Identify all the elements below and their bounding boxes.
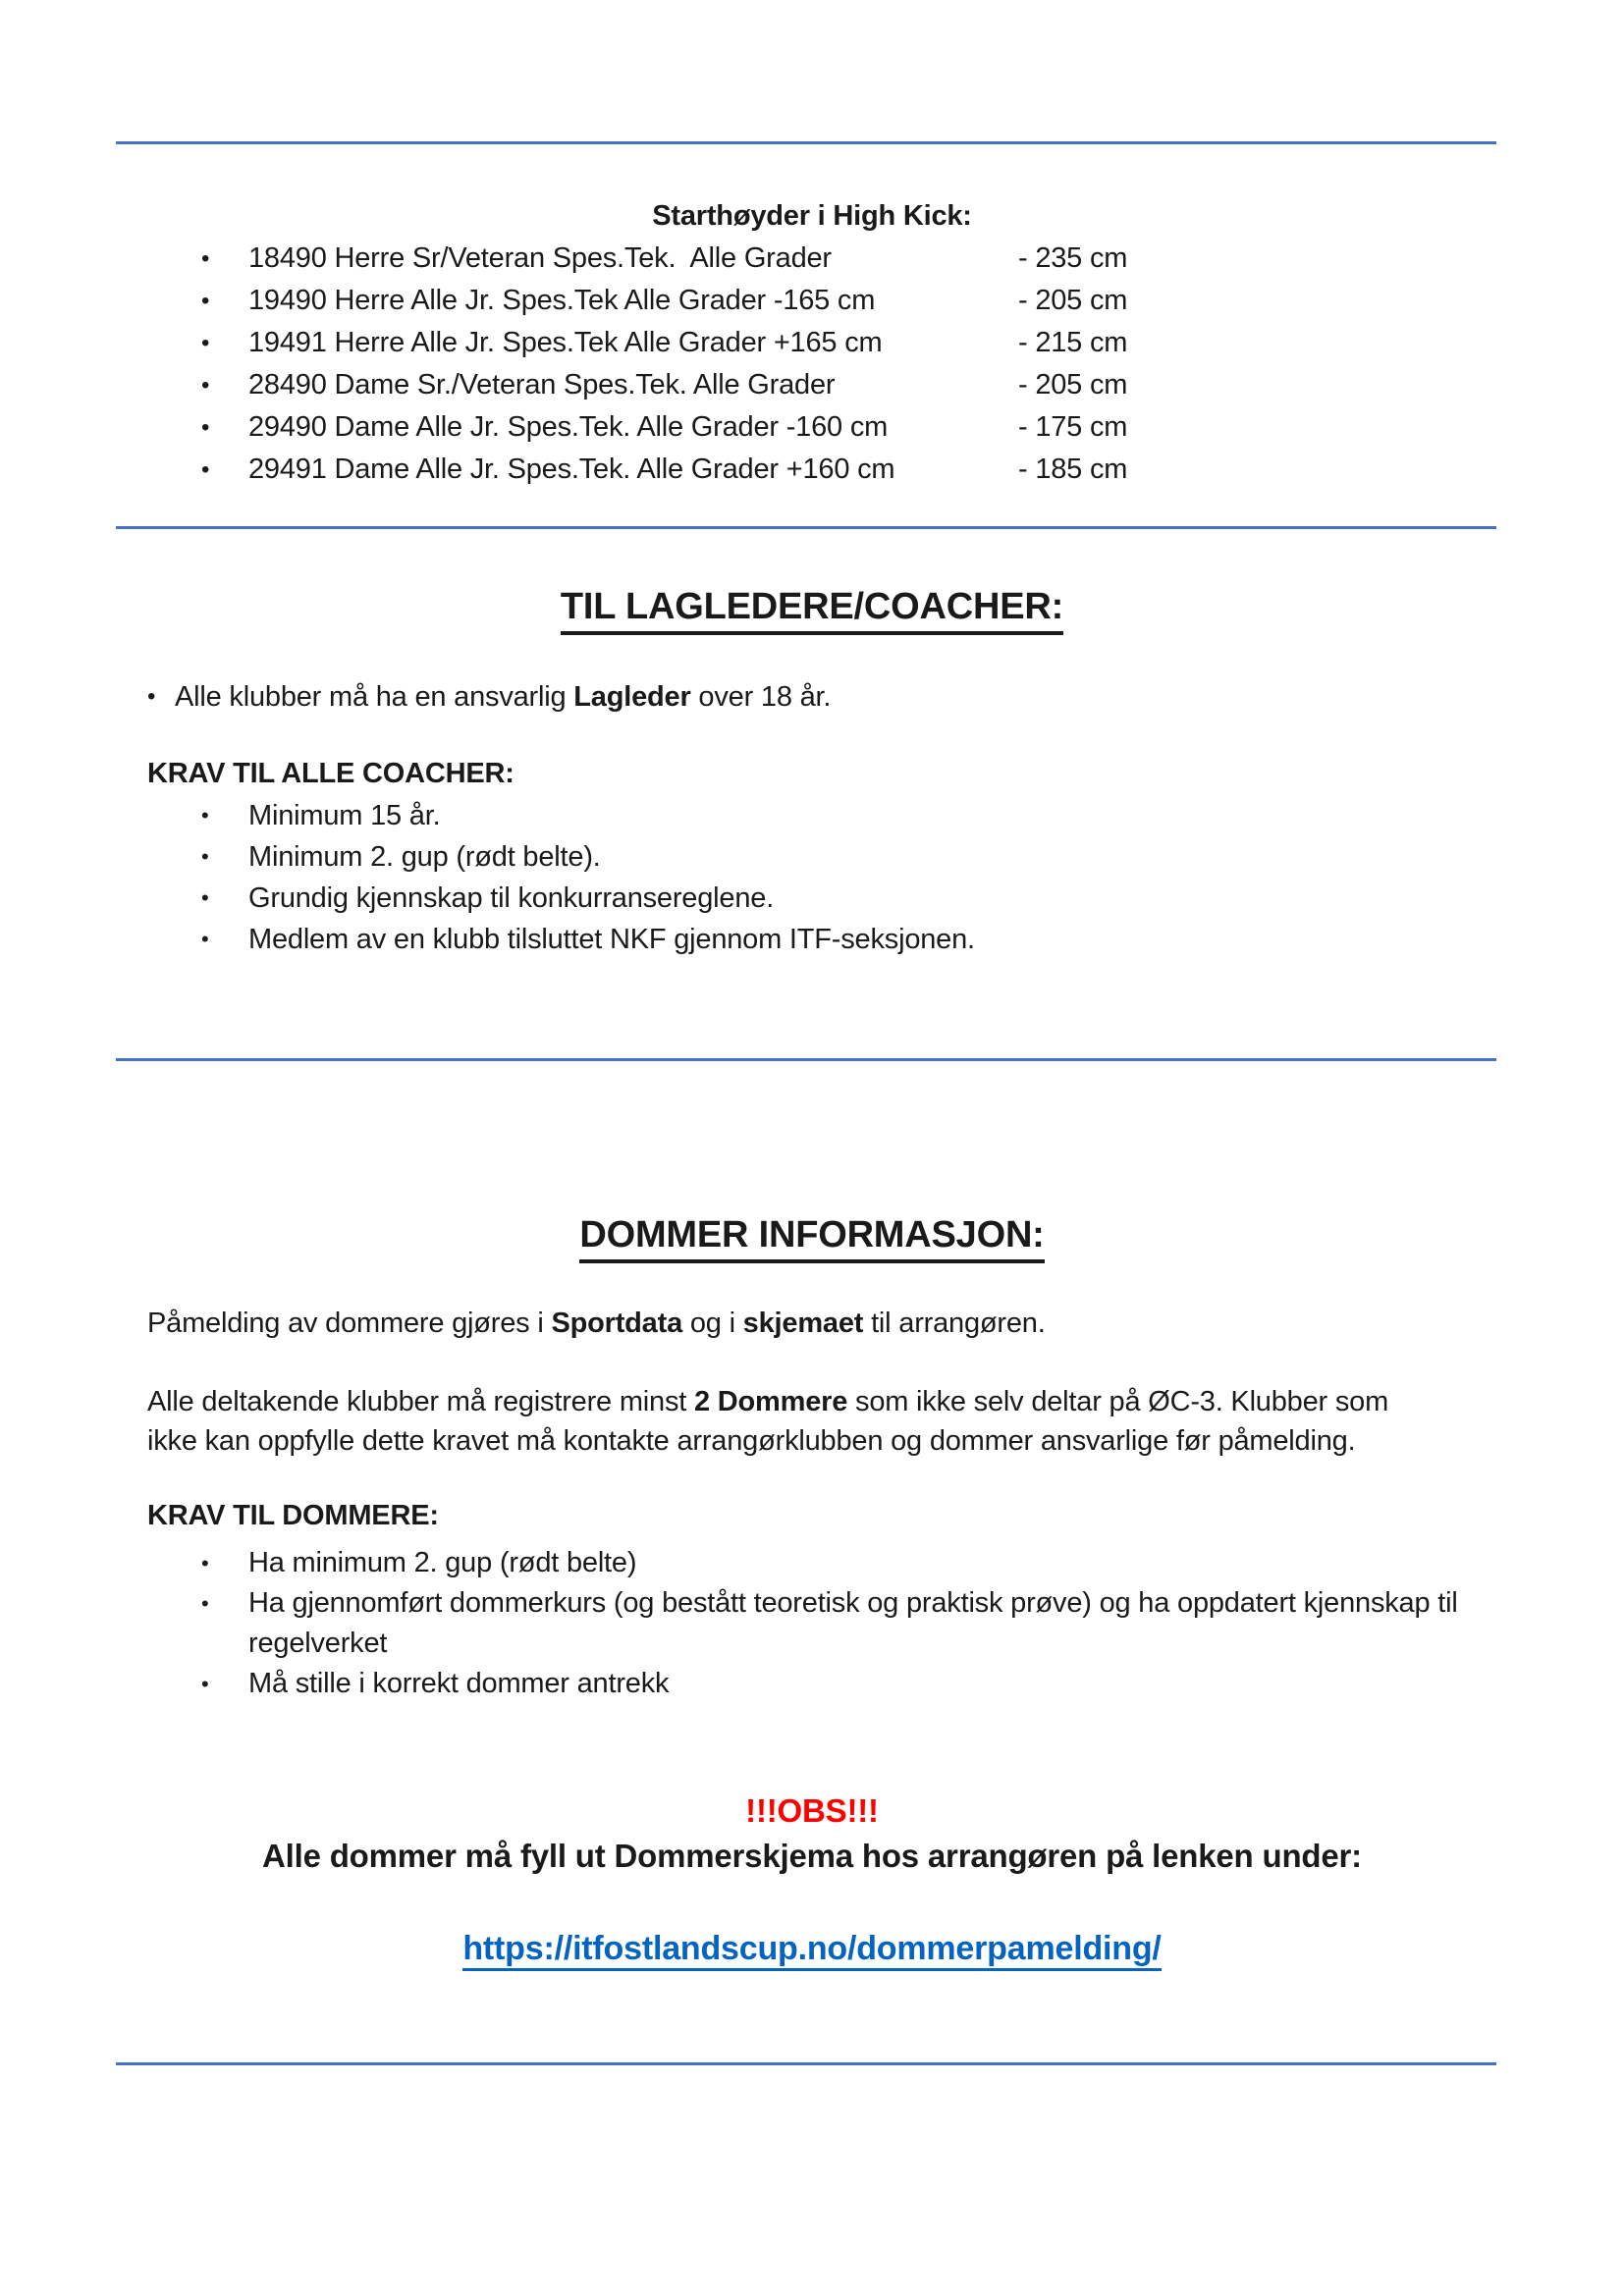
highkick-start-height: - 215 cm [1018,327,1128,358]
krav-coacher-list [201,795,1468,960]
dommer-paragraph-2: Alle deltakende klubber må registrere minst 2 Dommere som ikke selv deltar på ØC-3. Klubber som ikke kan oppfylle dette kravet må kontakte arrangørklubben og dommer ansvarlige før påmelding. [147,1386,1389,1457]
bullet-icon: • [201,287,210,314]
highkick-start-height: - 175 cm [1018,411,1128,443]
highkick-class-label: 29491 Dame Alle Jr. Spes.Tek. Alle Grader +160 cm [248,454,895,485]
dommer-section-heading [0,1214,1624,1263]
bullet-icon: • [201,1551,209,1575]
krav-item-text: Grundig kjennskap til konkurransereglene. [248,882,775,914]
krav-coacher-title: KRAV TIL ALLE COACHER: [147,758,514,789]
bullet-icon: • [147,683,156,710]
dommer-paragraph-1: Påmelding av dommere gjøres i Sportdata og i skjemaet til arrangøren. [147,1308,1046,1339]
list-item [201,364,1478,406]
lagleder-intro [147,677,1483,717]
lagledere-section-heading-text: TIL LAGLEDERE/COACHER: [561,586,1063,635]
bullet-icon: • [201,1672,209,1696]
dommer-section-heading-text: DOMMER INFORMASJON: [579,1214,1044,1263]
section-divider-top [116,141,1496,144]
list-item [201,919,1468,960]
section-divider [116,526,1496,529]
highkick-class-label: 19490 Herre Alle Jr. Spes.Tek Alle Grader -165 cm [248,285,876,316]
section-divider [116,1058,1496,1061]
bullet-icon: • [201,927,209,951]
list-item [201,1583,1468,1664]
bullet-icon: • [201,844,209,869]
list-item [201,836,1468,878]
list-item [201,406,1478,449]
highkick-class-label: 18490 Herre Sr/Veteran Spes.Tek. Alle Grader [248,242,832,274]
bullet-icon: • [201,413,210,441]
list-item [201,449,1478,491]
list-item [201,322,1478,364]
highkick-class-label: 19491 Herre Alle Jr. Spes.Tek Alle Grader +165 cm [248,327,883,358]
list-item [201,1664,1468,1704]
highkick-class-label: 29490 Dame Alle Jr. Spes.Tek. Alle Grader -160 cm [248,411,889,443]
krav-dommere-title: KRAV TIL DOMMERE: [147,1500,439,1531]
krav-dommere-list [201,1543,1468,1704]
bullet-icon: • [201,329,210,356]
list-item [201,238,1478,280]
highkick-start-height: - 205 cm [1018,369,1128,400]
highkick-start-height: - 205 cm [1018,285,1128,316]
krav-item-text: Minimum 2. gup (rødt belte). [248,841,601,873]
krav-item-text: Må stille i korrekt dommer antrekk [248,1668,670,1699]
krav-item-text: Ha gjennomført dommerkurs (og bestått teoretisk og praktisk prøve) og ha oppdatert kjennskap til regelverket [248,1587,1458,1659]
bullet-icon: • [201,455,210,483]
lagleder-intro-text: Alle klubber må ha en ansvarlig Lagleder over 18 år. [175,681,832,713]
dommerpamelding-link[interactable]: https://itfostlandscup.no/dommerpamelding/ [462,1930,1161,1971]
bullet-icon: • [201,371,210,399]
dommer-link-line [0,1930,1624,1968]
bullet-icon: • [201,803,209,828]
highkick-start-height: - 185 cm [1018,454,1128,485]
obs-warning: !!!OBS!!! [745,1792,879,1829]
section-divider-bottom [116,2062,1496,2065]
lagledere-section-heading [0,586,1624,635]
bullet-icon: • [201,1591,209,1616]
list-item [201,795,1468,836]
list-item [201,1543,1468,1583]
bullet-icon: • [201,885,209,910]
highkick-start-height: - 235 cm [1018,242,1128,274]
highkick-title: Starthøyder i High Kick: [652,200,972,232]
dommerskjema-instruction: Alle dommer må fyll ut Dommerskjema hos arrangøren på lenken under: [262,1838,1362,1874]
krav-item-text: Medlem av en klubb tilsluttet NKF gjennom ITF-seksjonen. [248,924,975,955]
krav-item-text: Ha minimum 2. gup (rødt belte) [248,1547,637,1578]
highkick-list [201,238,1478,491]
list-item [201,280,1478,322]
krav-item-text: Minimum 15 år. [248,800,441,831]
highkick-class-label: 28490 Dame Sr./Veteran Spes.Tek. Alle Grader [248,369,836,400]
bullet-icon: • [201,244,210,272]
list-item [201,878,1468,919]
